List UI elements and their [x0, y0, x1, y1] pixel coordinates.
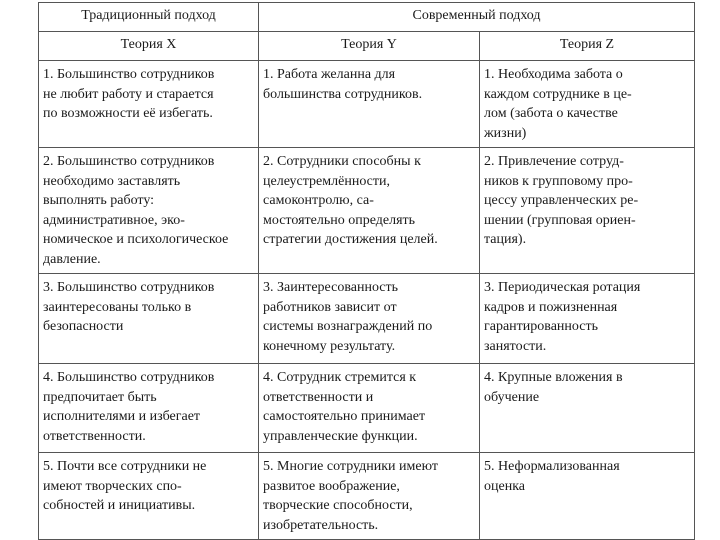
theory-y-header: Теория Y [259, 32, 480, 61]
theories-comparison-table [38, 2, 695, 540]
theory-y-cell: 1. Работа желанна для большинства сотрудников. [259, 61, 480, 148]
table-row [39, 148, 695, 274]
table-header-row [39, 3, 695, 32]
table-row [39, 364, 695, 453]
theory-y-cell: 4. Сотрудник стремится к ответственности и самостоятельно принимает управленческие функции. [259, 364, 480, 453]
theory-header-row [39, 32, 695, 61]
theory-x-cell: 5. Почти все сотрудники не имеют творческих спо- собностей и инициативы. [39, 453, 259, 540]
table-row [39, 61, 695, 148]
theory-x-cell: 2. Большинство сотрудников необходимо заставлять выполнять работу: административное, эко- номическое и психологическое давление. [39, 148, 259, 274]
theory-x-cell: 1. Большинство сотрудников не любит работу и старается по возможности её избегать. [39, 61, 259, 148]
theory-z-header: Теория Z [480, 32, 695, 61]
theory-x-header: Теория X [39, 32, 259, 61]
theory-z-cell: 3. Периодическая ротация кадров и пожизненная гарантированность занятости. [480, 274, 695, 364]
theory-z-cell: 4. Крупные вложения в обучение [480, 364, 695, 453]
table-row [39, 453, 695, 540]
table-row [39, 274, 695, 364]
traditional-approach-header: Традиционный подход [39, 3, 259, 32]
theory-y-cell: 3. Заинтересованность работников зависит от системы вознаграждений по конечному результату. [259, 274, 480, 364]
theory-y-cell: 5. Многие сотрудники имеют развитое воображение, творческие способности, изобретательность. [259, 453, 480, 540]
theory-z-cell: 5. Неформализованная оценка [480, 453, 695, 540]
theory-y-cell: 2. Сотрудники способны к целеустремлённости, самоконтролю, са- мостоятельно определять стратегии достижения целей. [259, 148, 480, 274]
theory-z-cell: 1. Необходима забота о каждом сотруднике в це- лом (забота о качестве жизни) [480, 61, 695, 148]
theory-x-cell: 4. Большинство сотрудников предпочитает быть исполнителями и избегает ответственности. [39, 364, 259, 453]
theory-x-cell: 3. Большинство сотрудников заинтересованы только в безопасности [39, 274, 259, 364]
theory-z-cell: 2. Привлечение сотруд- ников к групповому про- цессу управленческих ре- шении (групповая ориен- тация). [480, 148, 695, 274]
modern-approach-header: Современный подход [259, 3, 695, 32]
